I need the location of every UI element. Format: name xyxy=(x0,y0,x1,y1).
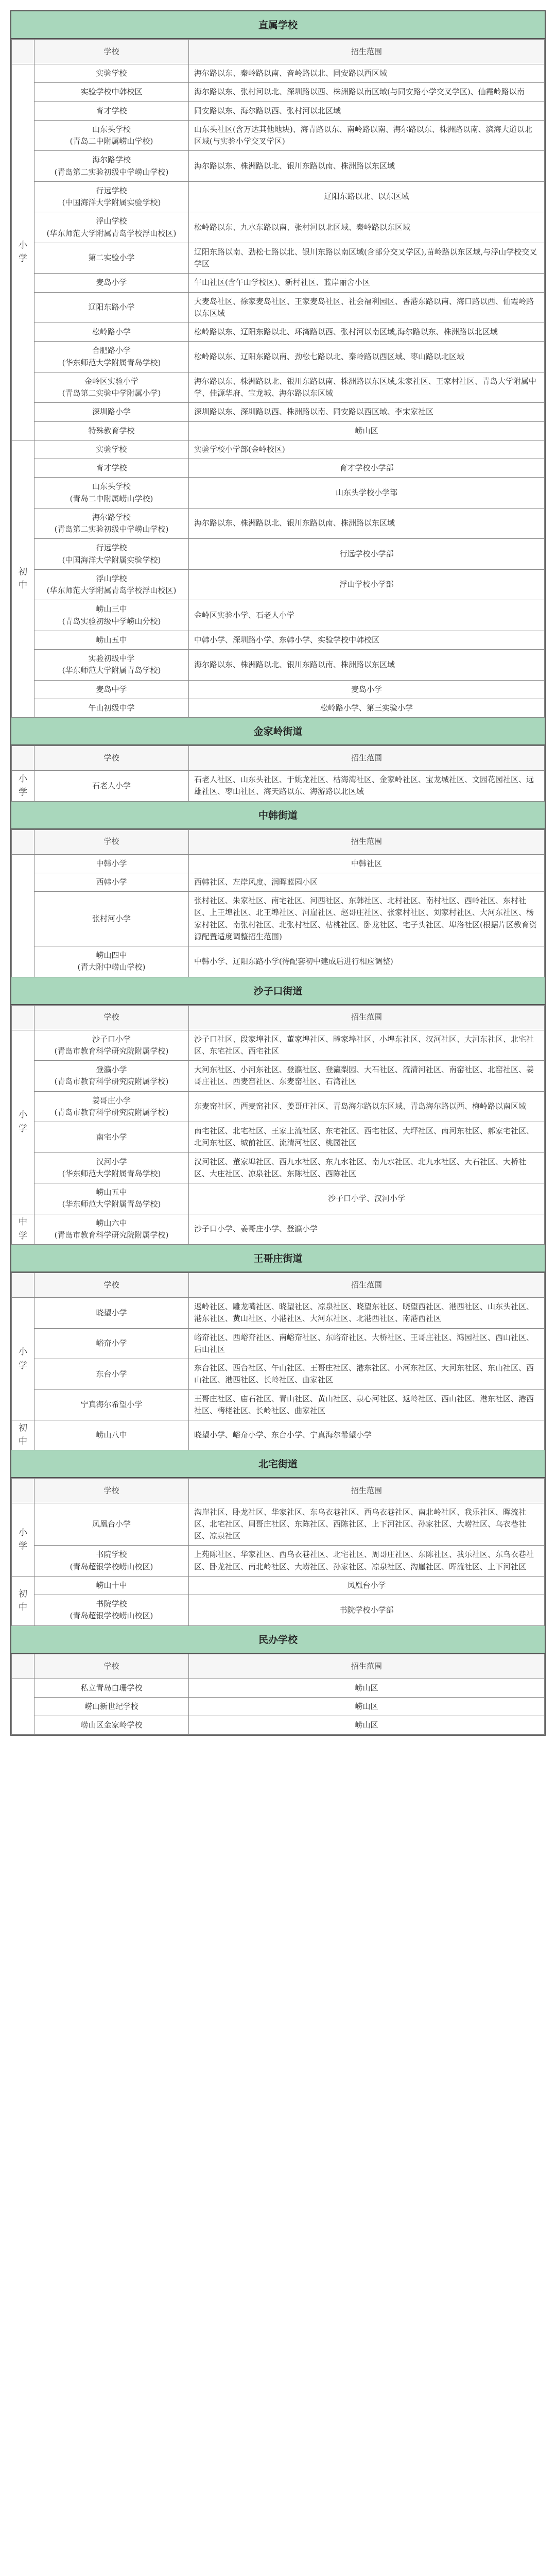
enrollment-area: 金岭区实验小学、石老人小学 xyxy=(189,600,545,631)
school-name: 山东头学校 (青岛二中附属崂山学校) xyxy=(34,478,189,509)
table-row xyxy=(12,1328,545,1359)
school-header: 学校 xyxy=(34,1478,189,1503)
table-header-row xyxy=(12,829,545,854)
enrollment-area: 东台社区、西台社区、午山社区、王哥庄社区、港东社区、小河东社区、大河东社区、东山社区、西山社区、港西社区、长岭社区、曲家社区 xyxy=(189,1359,545,1390)
table-row xyxy=(12,1679,545,1697)
table-row xyxy=(12,699,545,717)
section-title: 北宅街道 xyxy=(11,1450,545,1478)
enrollment-area: 沙子口小学、汉河小学 xyxy=(189,1183,545,1214)
table-row xyxy=(12,151,545,182)
school-name: 浮山学校 (华东师范大学附属青岛学校浮山校区) xyxy=(34,212,189,243)
school-name: 合肥路小学 (华东师范大学附属青岛学校) xyxy=(34,342,189,372)
enrollment-area: 东麦窑社区、西麦窑社区、姜哥庄社区、青岛海尔路以东区域、青岛海尔路以西、梅岭路以南区域 xyxy=(189,1091,545,1122)
school-name: 私立青岛白珊学校 xyxy=(34,1679,189,1697)
section-title: 中韩街道 xyxy=(11,802,545,829)
table-row xyxy=(12,569,545,600)
group-header-cell xyxy=(12,829,34,854)
section-title: 直属学校 xyxy=(11,11,545,39)
table-row xyxy=(12,946,545,977)
area-header: 招生范围 xyxy=(189,1273,545,1298)
enrollment-area: 中韩小学、辽阳东路小学(待配套初中建成后进行相应调整) xyxy=(189,946,545,977)
table-row xyxy=(12,631,545,649)
enrollment-area: 沙子口小学、姜哥庄小学、登瀛小学 xyxy=(189,1214,545,1245)
table-row xyxy=(12,243,545,274)
enrollment-area: 王哥庄社区、庙石社区、青山社区、黄山社区、泉心河社区、返岭社区、西山社区、港东社区、港西社区、栲栳社区、长岭社区、曲家社区 xyxy=(189,1389,545,1420)
level-label: 小 学 xyxy=(12,1503,34,1576)
enrollment-area: 海尔路以东、株洲路以北、银川东路以南、株洲路以东区域,朱家社区、王家村社区、青岛大学附属中学、佳源华府、宝龙城、海尔路以东区域 xyxy=(189,372,545,403)
enrollment-document xyxy=(10,10,546,1736)
school-name: 崂山五中 (华东师范大学附属青岛学校) xyxy=(34,1183,189,1214)
school-name: 麦岛中学 xyxy=(34,680,189,699)
enrollment-area: 松岭路以东、辽阳东路以南、劲松七路以北、秦岭路以西区域、枣山路以北区域 xyxy=(189,342,545,372)
level-label: 小 学 xyxy=(12,771,34,802)
school-name: 宁真海尔希望小学 xyxy=(34,1389,189,1420)
level-label: 小 学 xyxy=(12,1298,34,1420)
school-name: 育才学校 xyxy=(34,101,189,120)
level-label: 小 学 xyxy=(12,1030,34,1214)
level-label xyxy=(12,854,34,977)
enrollment-area: 崂山区 xyxy=(189,1679,545,1697)
enrollment-area: 返岭社区、雕龙嘴社区、晓望社区、凉泉社区、晓望东社区、晓望西社区、港西社区、山东头社区、港东社区、黄山社区、小港社区、大河东社区、北港西社区、南港西社区 xyxy=(189,1298,545,1329)
school-header: 学校 xyxy=(34,829,189,854)
table-row xyxy=(12,181,545,212)
level-label: 初 中 xyxy=(12,1420,34,1450)
table-row xyxy=(12,1298,545,1329)
table-header-row xyxy=(12,40,545,64)
enrollment-area: 崂山区 xyxy=(189,421,545,440)
table-row xyxy=(12,120,545,151)
area-header: 招生范围 xyxy=(189,40,545,64)
table-row xyxy=(12,771,545,802)
school-header: 学校 xyxy=(34,40,189,64)
enrollment-area: 沙子口社区、段家埠社区、董家埠社区、疃家埠社区、小埠东社区、汉河社区、大河东社区、北宅社区、东宅社区、西宅社区 xyxy=(189,1030,545,1061)
level-label: 中 学 xyxy=(12,1214,34,1245)
enrollment-area: 张村社区、朱家社区、南宅社区、河西社区、东韩社区、北村社区、南村社区、西岭社区、东村社区、上王埠社区、北王埠社区、河崖社区、赵哥庄社区、张家村社区、刘家村社区、大河东社区、杨家村社区、南张村社区、北张村社区、枯桃社区、卧龙社区、宅子头社区、埠洛社区(根据片区教育资源配置适度调整招生范围) xyxy=(189,892,545,946)
group-header-cell xyxy=(12,40,34,64)
table-row xyxy=(12,1503,545,1546)
school-name: 行远学校 (中国海洋大学附属实验学校) xyxy=(34,539,189,570)
school-name: 崂山区金家岭学校 xyxy=(34,1716,189,1735)
table-row xyxy=(12,508,545,539)
enrollment-area: 晓望小学、峪夼小学、东台小学、宁真海尔希望小学 xyxy=(189,1420,545,1450)
enrollment-area: 浮山学校小学部 xyxy=(189,569,545,600)
enrollment-area: 大河东社区、小河东社区、登瀛社区、登瀛梨园、大石社区、流清河社区、南窑社区、北窑社区、姜哥庄社区、西麦窑社区、东麦窑社区、石湾社区 xyxy=(189,1061,545,1092)
table-row xyxy=(12,1214,545,1245)
table-row xyxy=(12,1716,545,1735)
table-row xyxy=(12,1030,545,1061)
school-name: 崂山三中 (青岛实验初级中学崂山分校) xyxy=(34,600,189,631)
table-row xyxy=(12,1122,545,1153)
school-name: 书院学校 (青岛超银学校崂山校区) xyxy=(34,1546,189,1577)
school-header: 学校 xyxy=(34,1005,189,1030)
enrollment-area: 麦岛小学 xyxy=(189,680,545,699)
group-header-cell xyxy=(12,1654,34,1679)
table-row xyxy=(12,1697,545,1716)
enrollment-area: 崂山区 xyxy=(189,1716,545,1735)
enrollment-table xyxy=(11,745,545,802)
enrollment-area: 松岭路小学、第三实验小学 xyxy=(189,699,545,717)
enrollment-area: 行远学校小学部 xyxy=(189,539,545,570)
area-header: 招生范围 xyxy=(189,1005,545,1030)
table-row xyxy=(12,478,545,509)
school-name: 特殊教育学校 xyxy=(34,421,189,440)
level-label: 初 中 xyxy=(12,440,34,717)
enrollment-area: 育才学校小学部 xyxy=(189,459,545,478)
level-label: 小 学 xyxy=(12,64,34,440)
section-title: 王哥庄街道 xyxy=(11,1245,545,1273)
group-header-cell xyxy=(12,1478,34,1503)
enrollment-area: 石老人社区、山东头社区、于姚龙社区、枯海湾社区、金家岭社区、宝龙城社区、文园花园社区、远雄社区、枣山社区、海天路以东、海游路以北区域 xyxy=(189,771,545,802)
school-name: 金岭区实验小学 (青岛第二实验中学附属小学) xyxy=(34,372,189,403)
school-name: 实验学校 xyxy=(34,64,189,83)
enrollment-area: 上苑陈社区、华家社区、西乌衣巷社区、北宅社区、周哥庄社区、东陈社区、我乐社区、东乌衣巷社区、卧龙社区、南北岭社区、大崂社区、孙家社区、凉泉社区、沟崖社区、晖流社区、上下河社区 xyxy=(189,1546,545,1577)
table-row xyxy=(12,421,545,440)
school-name: 西韩小学 xyxy=(34,873,189,891)
table-row xyxy=(12,274,545,292)
table-row xyxy=(12,83,545,101)
table-row xyxy=(12,650,545,681)
enrollment-area: 深圳路以东、深圳路以西、株洲路以南、同安路以西区域、李宋家社区 xyxy=(189,403,545,421)
table-header-row xyxy=(12,1273,545,1298)
table-row xyxy=(12,1359,545,1390)
school-name: 海尔路学校 (青岛第二实验初级中学崂山学校) xyxy=(34,151,189,182)
school-name: 山东头学校 (青岛二中附属崂山学校) xyxy=(34,120,189,151)
school-name: 崂山六中 (青岛市教育科学研究院附属学校) xyxy=(34,1214,189,1245)
enrollment-area: 沟崖社区、卧龙社区、华家社区、东乌衣巷社区、西乌衣巷社区、南北岭社区、我乐社区、晖流社区、北宅社区、周哥庄社区、东陈社区、西陈社区、上下河社区、孙家社区、大崂社区、乌衣巷社区、凉泉社区 xyxy=(189,1503,545,1546)
area-header: 招生范围 xyxy=(189,746,545,771)
table-row xyxy=(12,101,545,120)
enrollment-area: 崂山区 xyxy=(189,1697,545,1716)
level-label xyxy=(12,1679,34,1735)
school-header: 学校 xyxy=(34,746,189,771)
enrollment-area: 海尔路以东、秦岭路以南、音岭路以北、同安路以西区域 xyxy=(189,64,545,83)
school-name: 海尔路学校 (青岛第二实验初级中学崂山学校) xyxy=(34,508,189,539)
area-header: 招生范围 xyxy=(189,1478,545,1503)
school-name: 第二实验小学 xyxy=(34,243,189,274)
enrollment-area: 南宅社区、北宅社区、王家上流社区、东宅社区、西宅社区、大坪社区、南河东社区、郝家宅社区、北河东社区、城前社区、流清河社区、桃园社区 xyxy=(189,1122,545,1153)
enrollment-area: 山东头社区(含万达其他地块)、海青路以东、南岭路以南、海尔路以东、株洲路以南、滨海大道以北区域(与实验小学交叉学区) xyxy=(189,120,545,151)
school-name: 中韩小学 xyxy=(34,854,189,873)
table-row xyxy=(12,1061,545,1092)
enrollment-area: 松岭路以东、九水东路以南、张村河以北区域、秦岭路以东区域 xyxy=(189,212,545,243)
school-name: 行远学校 (中国海洋大学附属实验学校) xyxy=(34,181,189,212)
enrollment-area: 同安路以东、海尔路以西、张村河以北区域 xyxy=(189,101,545,120)
enrollment-table xyxy=(11,1478,545,1626)
school-name: 张村河小学 xyxy=(34,892,189,946)
table-row xyxy=(12,212,545,243)
school-name: 实验学校中韩校区 xyxy=(34,83,189,101)
school-name: 崂山新世纪学校 xyxy=(34,1697,189,1716)
table-row xyxy=(12,323,545,342)
school-name: 崂山五中 xyxy=(34,631,189,649)
school-name: 实验初级中学 (华东师范大学附属青岛学校) xyxy=(34,650,189,681)
enrollment-area: 峪夼社区、西峪夼社区、南峪夼社区、东峪夼社区、大桥社区、王哥庄社区、鸿园社区、西山社区、后山社区 xyxy=(189,1328,545,1359)
school-name: 书院学校 (青岛超银学校崂山校区) xyxy=(34,1595,189,1626)
group-header-cell xyxy=(12,746,34,771)
school-name: 崂山八中 xyxy=(34,1420,189,1450)
table-row xyxy=(12,459,545,478)
table-row xyxy=(12,680,545,699)
enrollment-area: 中韩社区 xyxy=(189,854,545,873)
level-label: 初 中 xyxy=(12,1576,34,1625)
table-row xyxy=(12,1183,545,1214)
school-name: 峪夼小学 xyxy=(34,1328,189,1359)
school-name: 凤凰台小学 xyxy=(34,1503,189,1546)
section-title: 金家岭街道 xyxy=(11,718,545,745)
section-title: 民办学校 xyxy=(11,1626,545,1654)
enrollment-table xyxy=(11,1005,545,1245)
table-header-row xyxy=(12,1005,545,1030)
table-row xyxy=(12,1091,545,1122)
table-row xyxy=(12,292,545,323)
enrollment-table xyxy=(11,829,545,977)
group-header-cell xyxy=(12,1273,34,1298)
table-row xyxy=(12,1546,545,1577)
area-header: 招生范围 xyxy=(189,1654,545,1679)
school-name: 深圳路小学 xyxy=(34,403,189,421)
enrollment-area: 海尔路以东、株洲路以北、银川东路以南、株洲路以东区域 xyxy=(189,151,545,182)
school-name: 晓望小学 xyxy=(34,1298,189,1329)
table-row xyxy=(12,342,545,372)
enrollment-area: 汉河社区、董家埠社区、西九水社区、东九水社区、南九水社区、北九水社区、大石社区、大桥社区、大庄社区、凉泉社区、东陈社区、西陈社区 xyxy=(189,1153,545,1183)
enrollment-area: 凤凰台小学 xyxy=(189,1576,545,1595)
enrollment-table xyxy=(11,1654,545,1735)
school-header: 学校 xyxy=(34,1654,189,1679)
table-header-row xyxy=(12,746,545,771)
table-row xyxy=(12,892,545,946)
enrollment-area: 大麦岛社区、徐家麦岛社区、王家麦岛社区、社会福利园区、香港东路以南、海口路以西、仙霞岭路以东区域 xyxy=(189,292,545,323)
table-row xyxy=(12,1420,545,1450)
area-header: 招生范围 xyxy=(189,829,545,854)
table-row xyxy=(12,1595,545,1626)
enrollment-area: 海尔路以东、株洲路以北、银川东路以南、株洲路以东区域 xyxy=(189,508,545,539)
table-row xyxy=(12,440,545,459)
table-header-row xyxy=(12,1654,545,1679)
school-name: 实验学校 xyxy=(34,440,189,459)
school-name: 登瀛小学 (青岛市教育科学研究院附属学校) xyxy=(34,1061,189,1092)
school-name: 东台小学 xyxy=(34,1359,189,1390)
school-name: 崂山十中 xyxy=(34,1576,189,1595)
school-name: 南宅小学 xyxy=(34,1122,189,1153)
table-row xyxy=(12,873,545,891)
school-name: 松岭路小学 xyxy=(34,323,189,342)
enrollment-area: 中韩小学、深圳路小学、东韩小学、实验学校中韩校区 xyxy=(189,631,545,649)
table-row xyxy=(12,64,545,83)
enrollment-area: 西韩社区、左岸风度、润晖蓝园小区 xyxy=(189,873,545,891)
enrollment-table xyxy=(11,1273,545,1450)
school-name: 午山初级中学 xyxy=(34,699,189,717)
school-name: 沙子口小学 (青岛市教育科学研究院附属学校) xyxy=(34,1030,189,1061)
table-row xyxy=(12,372,545,403)
enrollment-area: 海尔路以东、株洲路以北、银川东路以南、株洲路以东区域 xyxy=(189,650,545,681)
table-row xyxy=(12,539,545,570)
table-row xyxy=(12,403,545,421)
enrollment-area: 海尔路以东、张村河以北、深圳路以西、株洲路以南区域(与同安路小学交叉学区)、仙霞岭路以南 xyxy=(189,83,545,101)
table-row xyxy=(12,1576,545,1595)
school-name: 浮山学校 (华东师范大学附属青岛学校浮山校区) xyxy=(34,569,189,600)
table-row xyxy=(12,1389,545,1420)
table-header-row xyxy=(12,1478,545,1503)
enrollment-area: 午山社区(含午山学校区)、新村社区、蓝岸丽舍小区 xyxy=(189,274,545,292)
enrollment-area: 书院学校小学部 xyxy=(189,1595,545,1626)
enrollment-area: 山东头学校小学部 xyxy=(189,478,545,509)
school-name: 崂山四中 (青大附中崂山学校) xyxy=(34,946,189,977)
school-name: 汉河小学 (华东师范大学附属青岛学校) xyxy=(34,1153,189,1183)
school-name: 石老人小学 xyxy=(34,771,189,802)
school-header: 学校 xyxy=(34,1273,189,1298)
table-row xyxy=(12,600,545,631)
group-header-cell xyxy=(12,1005,34,1030)
table-row xyxy=(12,1153,545,1183)
school-name: 辽阳东路小学 xyxy=(34,292,189,323)
section-title: 沙子口街道 xyxy=(11,977,545,1005)
enrollment-area: 实验学校小学部(金岭校区) xyxy=(189,440,545,459)
enrollment-area: 辽阳东路以南、劲松七路以北、银川东路以南区域(含部分交叉学区),苗岭路以东区域,与浮山学校交叉学区 xyxy=(189,243,545,274)
enrollment-area: 松岭路以东、辽阳东路以北、环湾路以西、张村河以南区域,海尔路以东、株洲路以北区域 xyxy=(189,323,545,342)
school-name: 麦岛小学 xyxy=(34,274,189,292)
table-row xyxy=(12,854,545,873)
enrollment-table xyxy=(11,39,545,718)
school-name: 育才学校 xyxy=(34,459,189,478)
school-name: 姜哥庄小学 (青岛市教育科学研究院附属学校) xyxy=(34,1091,189,1122)
enrollment-area: 辽阳东路以北、以东区域 xyxy=(189,181,545,212)
